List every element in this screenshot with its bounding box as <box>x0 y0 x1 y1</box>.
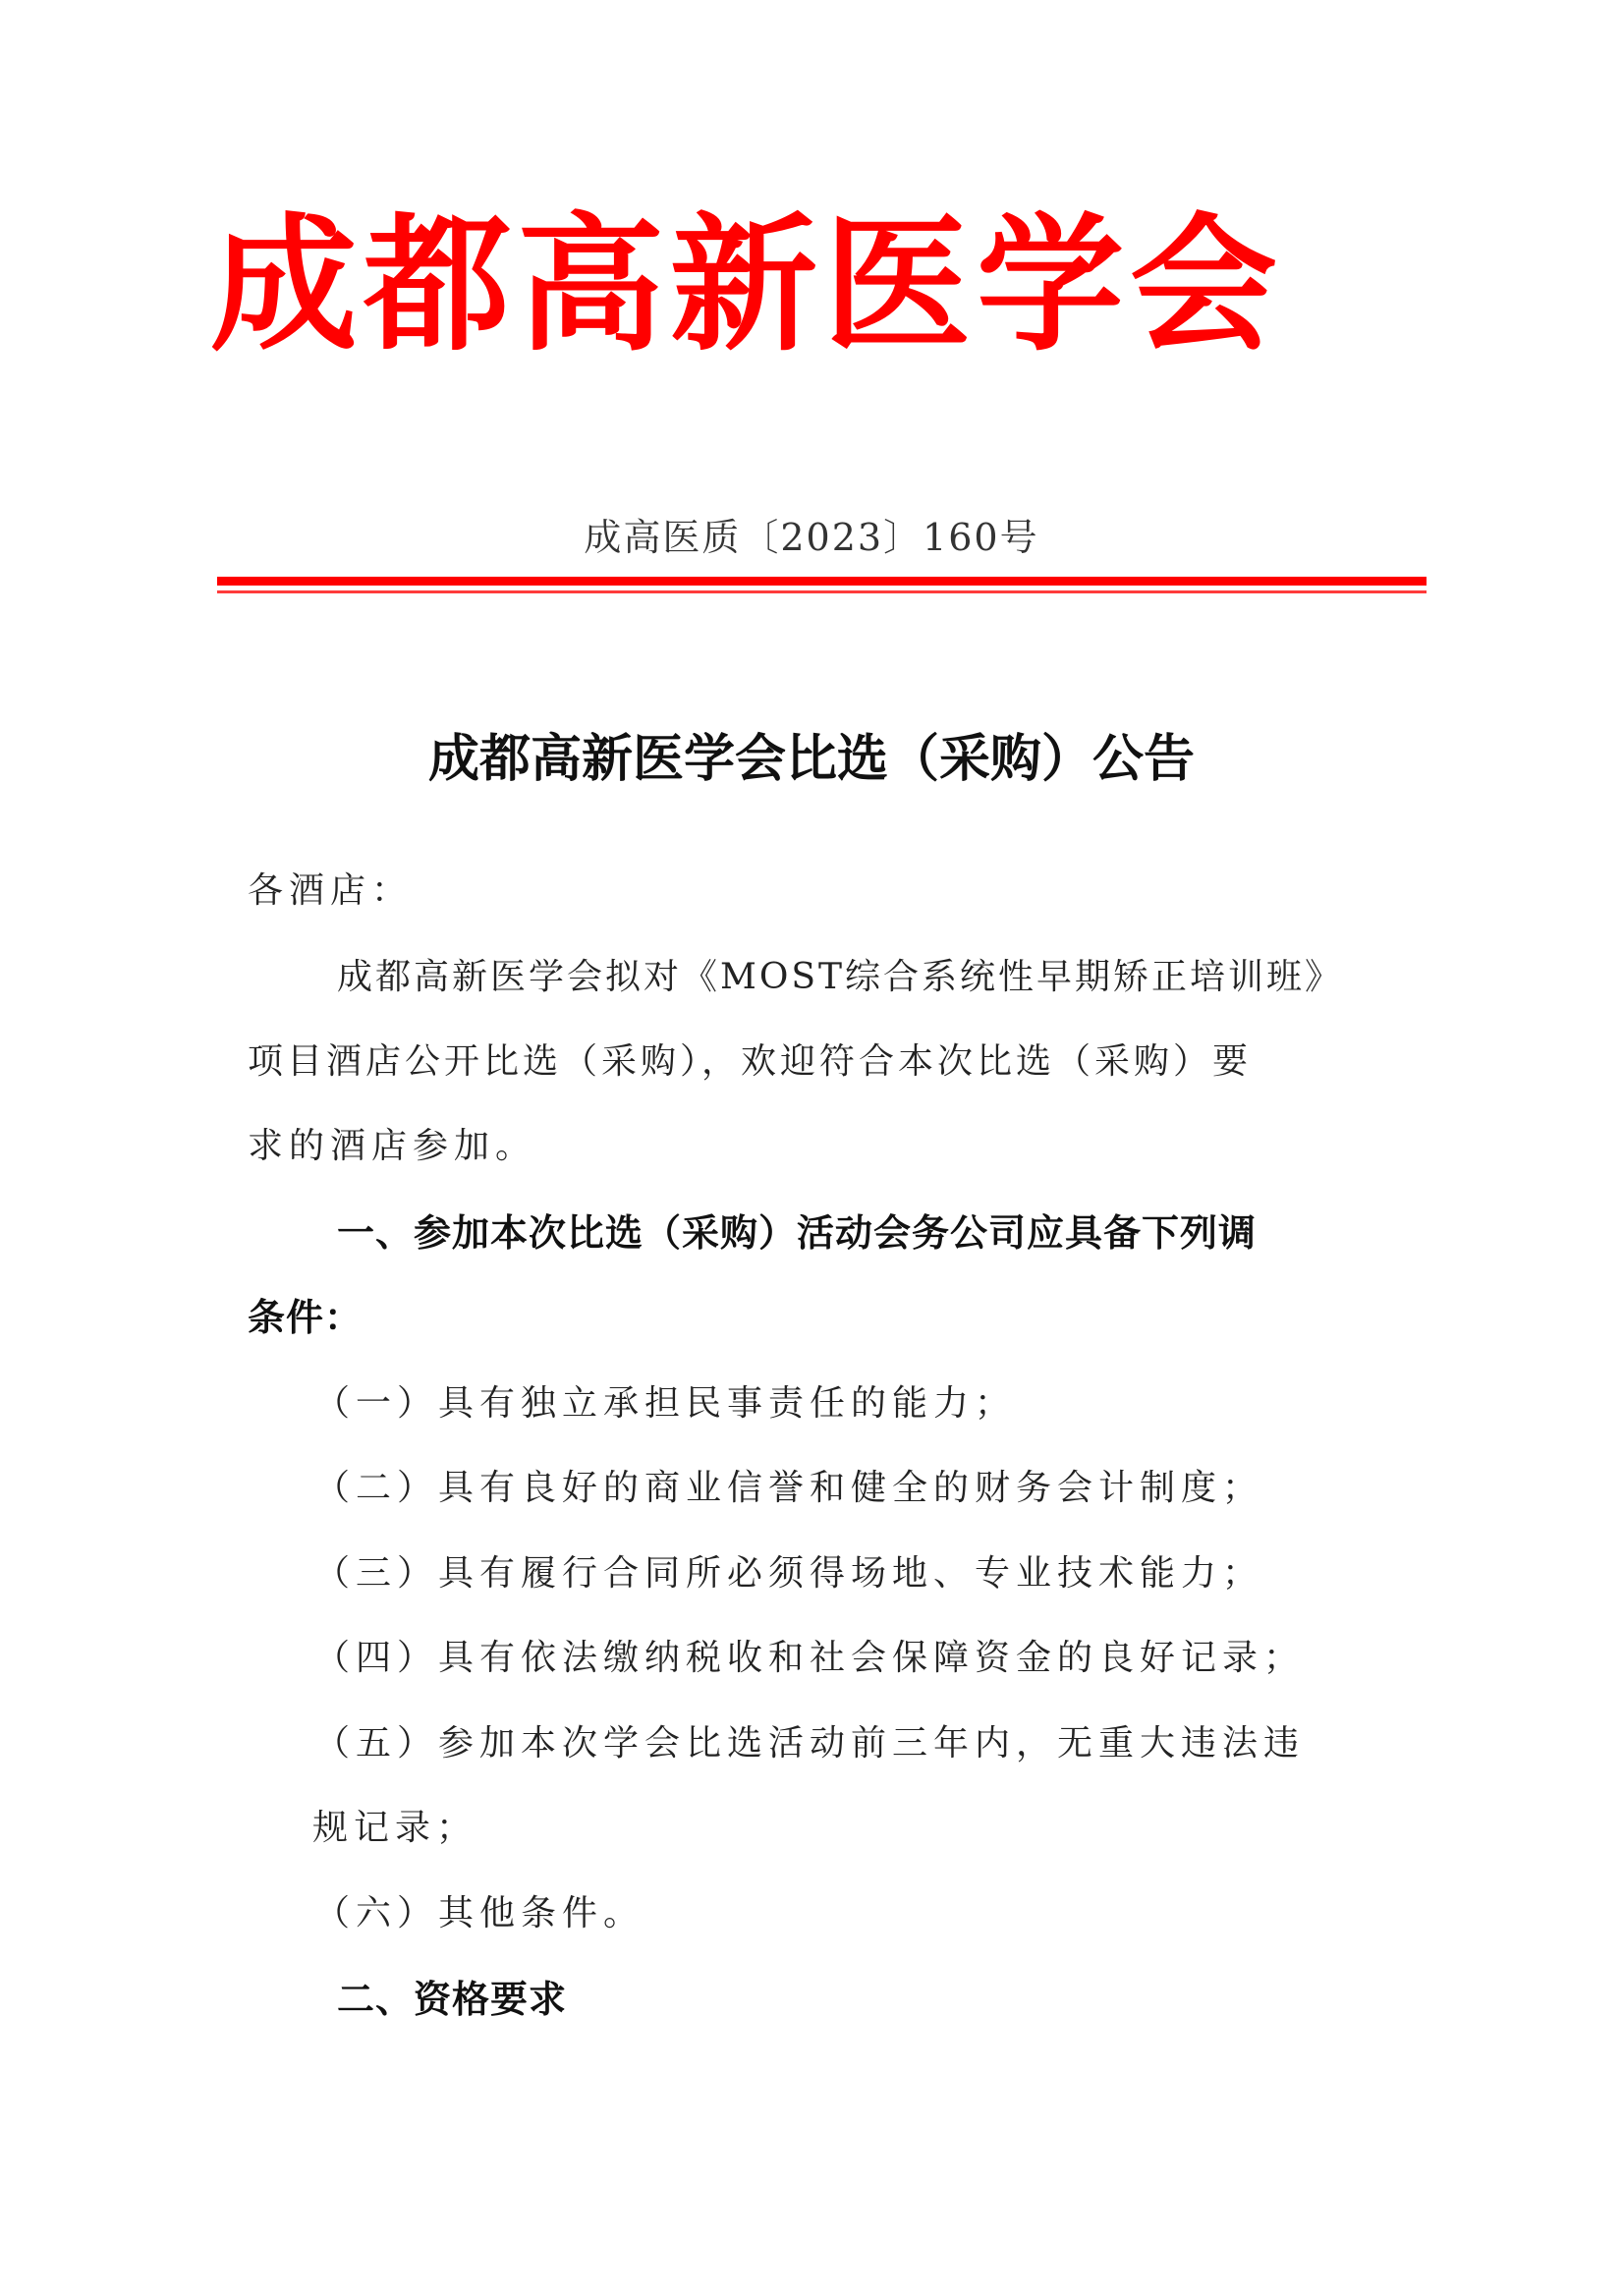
red-divider-thick <box>217 577 1427 586</box>
section1-heading-line-1: 一、参加本次比选（采购）活动会务公司应具备下列调 <box>337 1211 1258 1255</box>
intro-line-1: 成都高新医学会拟对《MOST综合系统性早期矫正培训班》 <box>337 957 1344 997</box>
condition-item-5-cont: 规记录； <box>312 1808 478 1848</box>
salutation: 各酒店： <box>248 870 414 911</box>
section2-heading: 二、资格要求 <box>337 1978 568 2021</box>
intro-line-3: 求的酒店参加。 <box>248 1126 537 1166</box>
condition-item-6: （六）其他条件。 <box>314 1893 645 1933</box>
org-masthead: 成都高新医学会 <box>210 198 1284 371</box>
condition-item-3: （三）具有履行合同所必须得场地、专业技术能力； <box>314 1553 1264 1594</box>
condition-item-4: （四）具有依法缴纳税收和社会保障资金的良好记录； <box>314 1638 1306 1678</box>
condition-item-1: （一）具有独立承担民事责任的能力； <box>314 1383 1017 1424</box>
red-divider-thin <box>217 590 1427 593</box>
condition-item-5: （五）参加本次学会比选活动前三年内，无重大违法违 <box>314 1723 1306 1764</box>
notice-title: 成都高新医学会比选（采购）公告 <box>427 730 1195 789</box>
intro-line-2: 项目酒店公开比选（采购），欢迎符合本次比选（采购）要 <box>248 1041 1253 1082</box>
document-number: 成高医质〔2023〕160号 <box>584 516 1039 559</box>
section1-heading-line-2: 条件： <box>248 1296 364 1339</box>
condition-item-2: （二）具有良好的商业信誉和健全的财务会计制度； <box>314 1468 1264 1508</box>
